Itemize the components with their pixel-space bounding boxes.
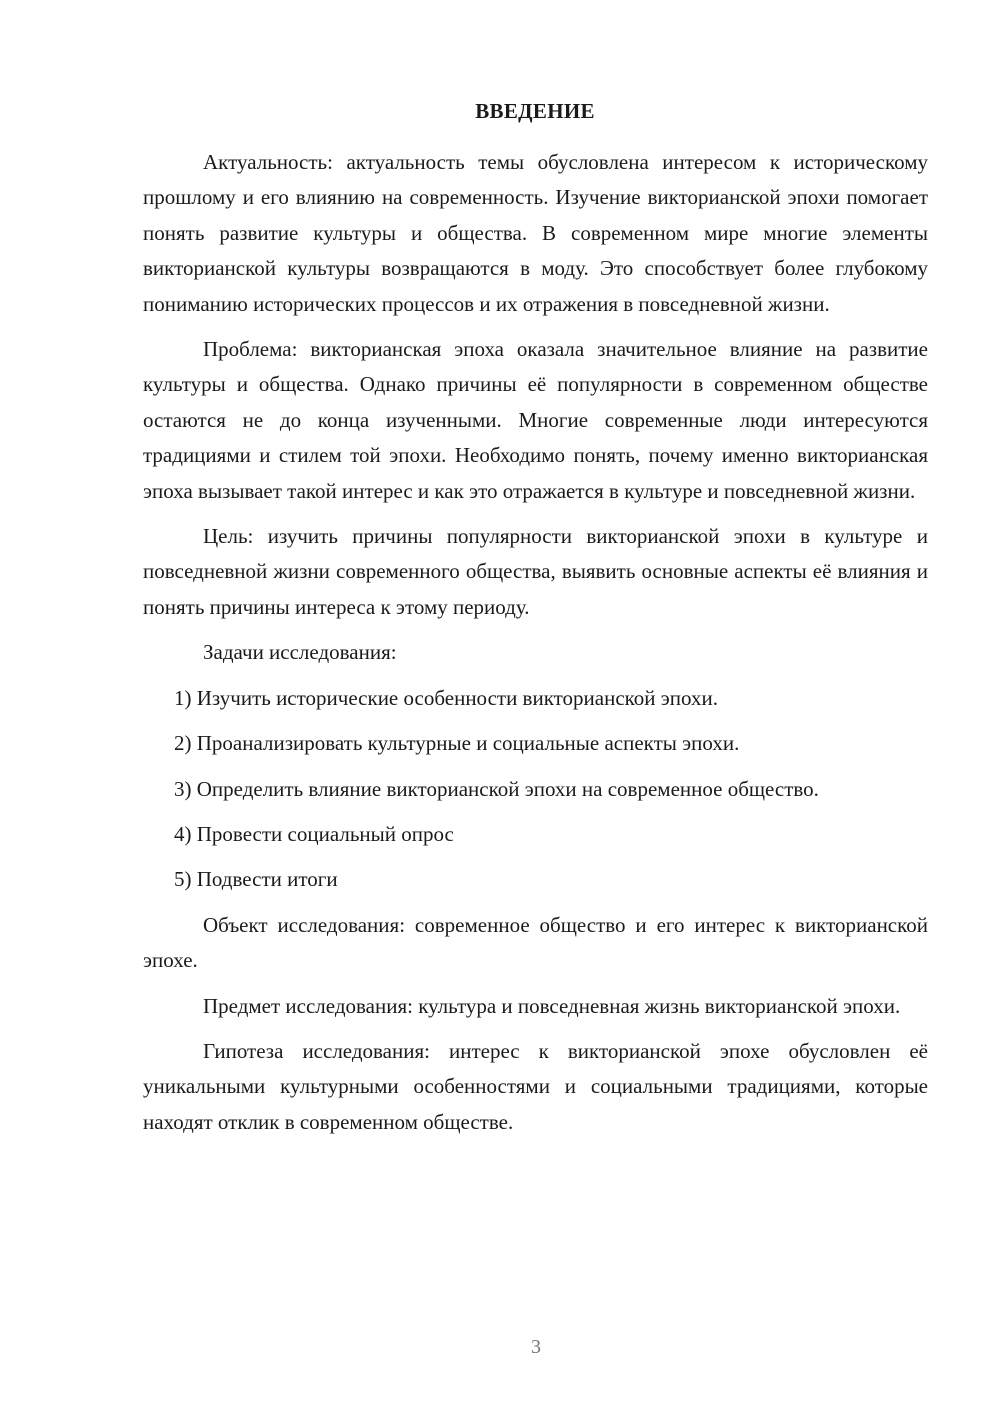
paragraph-problem: Проблема: викторианская эпоха оказала значительное влияние на развитие культуры и общества. Однако причины её популярности в современном обществе остаются не до конца изученными. Многие современные люди интересуются традициями и стилем той эпохи. Необходимо понять, почему именно викторианская эпоха вызывает такой интерес и как это отражается в культуре и повседневной жизни. xyxy=(143,337,928,503)
tasks-heading: Задачи исследования: xyxy=(203,640,397,665)
page-title: ВВЕДЕНИЕ xyxy=(475,99,595,123)
task-item-4: 4) Провести социальный опрос xyxy=(174,821,454,846)
paragraph-hypothesis: Гипотеза исследования: интерес к викторианской эпохе обусловлен её уникальными культурными особенностями и социальными традициями, которые находят отклик в современном обществе. xyxy=(143,1038,928,1134)
task-item-2: 2) Проанализировать культурные и социальные аспекты эпохи. xyxy=(174,731,740,756)
paragraph-subject: Предмет исследования: культура и повседневная жизнь викторианской эпохи. xyxy=(203,993,901,1018)
page-number: 3 xyxy=(531,1336,541,1358)
task-item-3: 3) Определить влияние викторианской эпохи на современное общество. xyxy=(174,776,819,801)
document-body xyxy=(143,145,928,1140)
task-item-1: 1) Изучить исторические особенности викторианской эпохи. xyxy=(174,685,719,710)
paragraph-goal: Цель: изучить причины популярности викторианской эпохи в культуре и повседневной жизни современного общества, выявить основные аспекты её влияния и понять причины интереса к этому периоду. xyxy=(143,524,928,619)
task-item-5: 5) Подвести итоги xyxy=(174,867,338,892)
paragraph-object: Объект исследования: современное общество и его интерес к викторианской эпохе. xyxy=(143,912,928,973)
paragraph-relevance: Актуальность: актуальность темы обусловлена интересом к историческому прошлому и его влиянию на современность. Изучение викторианской эпохи помогает понять развитие культуры и общества. В современном мире многие элементы викторианской культуры возвращаются в моду. Это способствует более глубокому пониманию исторических процессов и их отражения в повседневной жизни. xyxy=(143,150,928,316)
